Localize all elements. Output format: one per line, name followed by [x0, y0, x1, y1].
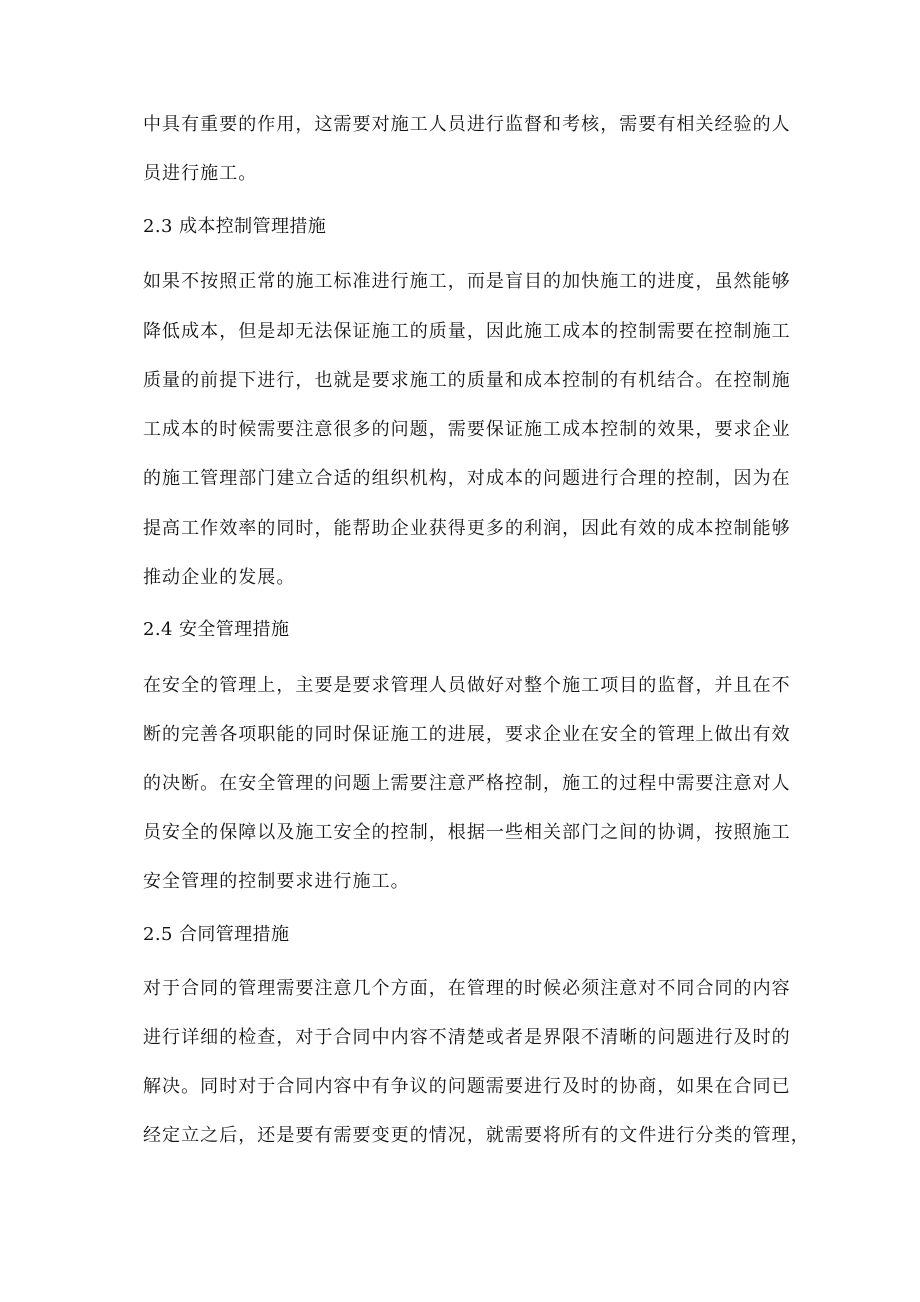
body-text-line: 工成本的时候需要注意很多的问题，需要保证施工成本控制的效果，要求企业 — [143, 419, 791, 440]
body-text-line: 质量的前提下进行，也就是要求施工的质量和成本控制的有机结合。在控制施 — [143, 370, 791, 391]
body-text-line: 员进行施工。 — [143, 163, 258, 184]
section-heading: 2.3 成本控制管理措施 — [143, 216, 327, 237]
section-heading: 2.5 合同管理措施 — [143, 924, 290, 945]
body-text-line: 经定立之后，还是要有需要变更的情况，就需要将所有的文件进行分类的管理， — [143, 1125, 810, 1146]
body-text-line: 的施工管理部门建立合适的组织机构，对成本的问题进行合理的控制，因为在 — [143, 468, 791, 489]
body-text-line: 在安全的管理上，主要是要求管理人员做好对整个施工项目的监督，并且在不 — [143, 675, 791, 696]
body-text-line: 提高工作效率的同时，能帮助企业获得更多的利润，因此有效的成本控制能够 — [143, 518, 791, 539]
body-text-line: 中具有重要的作用，这需要对施工人员进行监督和考核，需要有相关经验的人 — [143, 114, 791, 135]
body-text-line: 如果不按照正常的施工标准进行施工，而是盲目的加快施工的进度，虽然能够 — [143, 271, 791, 292]
body-text-line: 的决断。在安全管理的问题上需要注意严格控制，施工的过程中需要注意对人 — [143, 773, 791, 794]
body-text-line: 断的完善各项职能的同时保证施工的进展，要求企业在安全的管理上做出有效 — [143, 724, 791, 745]
body-text-line: 对于合同的管理需要注意几个方面，在管理的时候必须注意对不同合同的内容 — [143, 978, 791, 999]
body-text-line: 安全管理的控制要求进行施工。 — [143, 871, 410, 892]
body-text-line: 降低成本，但是却无法保证施工的质量，因此施工成本的控制需要在控制施工 — [143, 321, 791, 342]
body-text-line: 解决。同时对于合同内容中有争议的问题需要进行及时的协商，如果在合同已 — [143, 1076, 791, 1097]
section-heading: 2.4 安全管理措施 — [143, 619, 290, 640]
body-text-line: 进行详细的检查，对于合同中内容不清楚或者是界限不清晰的问题进行及时的 — [143, 1027, 791, 1048]
body-text-line: 推动企业的发展。 — [143, 567, 296, 588]
body-text-line: 员安全的保障以及施工安全的控制，根据一些相关部门之间的协调，按照施工 — [143, 822, 791, 843]
